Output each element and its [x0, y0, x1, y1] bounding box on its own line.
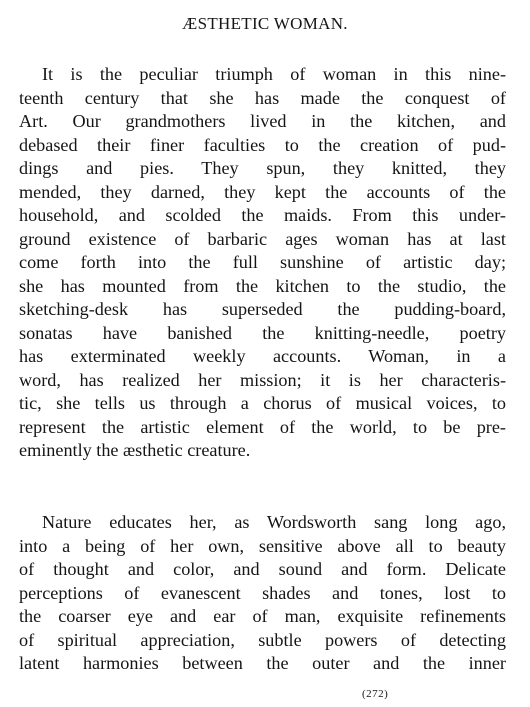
text-line: debased their finer faculties to the creation of pud- [19, 134, 506, 155]
text-line: ground existence of barbaric ages woman has at last [19, 228, 506, 249]
text-line: It is the peculiar triumph of woman in this nine- [42, 64, 506, 84]
text-line: perceptions of evanescent shades and tones, lost to [19, 582, 506, 603]
text-line: of spiritual appreciation, subtle powers of detecting [19, 629, 506, 650]
text-line: latent harmonies between the outer and the inner [19, 653, 506, 673]
text-line: Art. Our grandmothers lived in the kitchen, and [19, 111, 506, 131]
text-line: mended, they darned, they kept the accounts of the [19, 181, 506, 202]
text-line: the coarser eye and ear of man, exquisite refinements [19, 606, 506, 626]
text-line: Nature educates her, as Wordsworth sang long ago, [42, 512, 506, 532]
text-line: teenth century that she has made the conquest of [19, 87, 506, 108]
text-line: word, has realized her mission; it is her characteris- [19, 369, 506, 390]
text-line: tic, she tells us through a chorus of musical voices, to [19, 393, 506, 413]
text-line: sonatas have banished the knitting-needle, poetry [19, 322, 506, 343]
text-line: eminently the æsthetic creature. [19, 440, 251, 460]
text-line: she has mounted from the kitchen to the studio, the [19, 275, 506, 296]
text-line: into a being of her own, sensitive above all to beauty [19, 535, 506, 556]
text-line: sketching-desk has superseded the pudding-board, [19, 299, 506, 319]
text-line: has exterminated weekly accounts. Woman, in a [19, 346, 506, 366]
page-number: (272) [362, 688, 389, 700]
chapter-title: ÆSTHETIC WOMAN. [182, 14, 348, 33]
text-line: dings and pies. They spun, they knitted, they [19, 158, 506, 178]
text-line: household, and scolded the maids. From this under- [19, 205, 506, 225]
text-line: of thought and color, and sound and form. Delicate [19, 559, 506, 579]
text-line: come forth into the full sunshine of artistic day; [19, 252, 506, 272]
paragraph-1 [19, 63, 506, 463]
text-line: represent the artistic element of the world, to be pre- [19, 416, 506, 437]
paragraph-2 [19, 511, 506, 676]
